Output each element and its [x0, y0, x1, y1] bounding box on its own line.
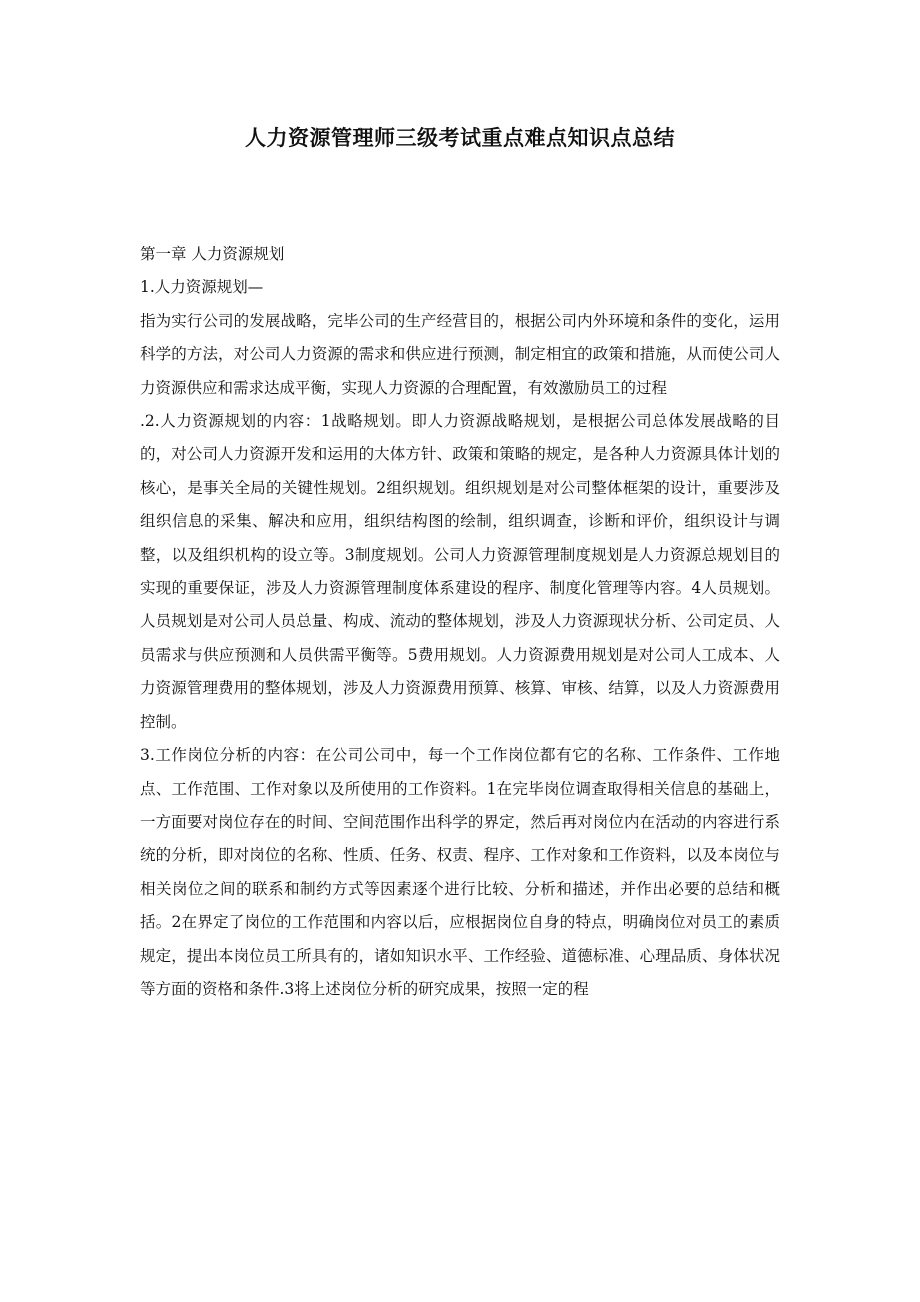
document-title: 人力资源管理师三级考试重点难点知识点总结: [245, 125, 675, 150]
section-heading: 1.人力资源规划—: [140, 278, 264, 297]
document-body: [140, 238, 780, 1006]
paragraph: .2.人力资源规划的内容：1战略规划。即人力资源战略规划，是根据公司总体发展战略的目的，对公司人力资源开发和运用的大体方针、政策和策略的规定，是各种人力资源具体计划的核心，是事关全局的关键性规划。2组织规划。组织规划是对公司整体框架的设计，重要涉及组织信息的采集、解决和应用，组织结构图的绘制，组织调查，诊断和评价，组织设计与调整，以及组织机构的设立等。3制度规划。公司人力资源管理制度规划是人力资源总规划目的实现的重要保证，涉及人力资源管理制度体系建设的程序、制度化管理等内容。4人员规划。人员规划是对公司人员总量、构成、流动的整体规划，涉及人力资源现状分析、公司定员、人员需求与供应预测和人员供需平衡等。5费用规划。人力资源费用规划是对公司人工成本、人力资源管理费用的整体规划，涉及人力资源费用预算、核算、审核、结算，以及人力资源费用控制。: [140, 412, 780, 731]
paragraph: 3.工作岗位分析的内容：在公司公司中，每一个工作岗位都有它的名称、工作条件、工作地点、工作范围、工作对象以及所使用的工作资料。1在完毕岗位调查取得相关信息的基础上，一方面要对岗位存在的时间、空间范围作出科学的界定，然后再对岗位内在活动的内容进行系统的分析，即对岗位的名称、性质、任务、权责、程序、工作对象和工作资料，以及本岗位与相关岗位之间的联系和制约方式等因素逐个进行比较、分析和描述，并作出必要的总结和概括。2在界定了岗位的工作范围和内容以后，应根据岗位自身的特点，明确岗位对员工的素质规定，提出本岗位员工所具有的，诸如知识水平、工作经验、道德标准、心理品质、身体状况等方面的资格和条件.3将上述岗位分析的研究成果，按照一定的程: [140, 746, 780, 998]
chapter-heading: 第一章 人力资源规划: [140, 245, 285, 263]
paragraph: 指为实行公司的发展战略，完毕公司的生产经营目的，根据公司内外环境和条件的变化，运用科学的方法，对公司人力资源的需求和供应进行预测，制定相宜的政策和措施，从而使公司人力资源供应和需求达成平衡，实现人力资源的合理配置，有效激励员工的过程: [140, 311, 780, 397]
